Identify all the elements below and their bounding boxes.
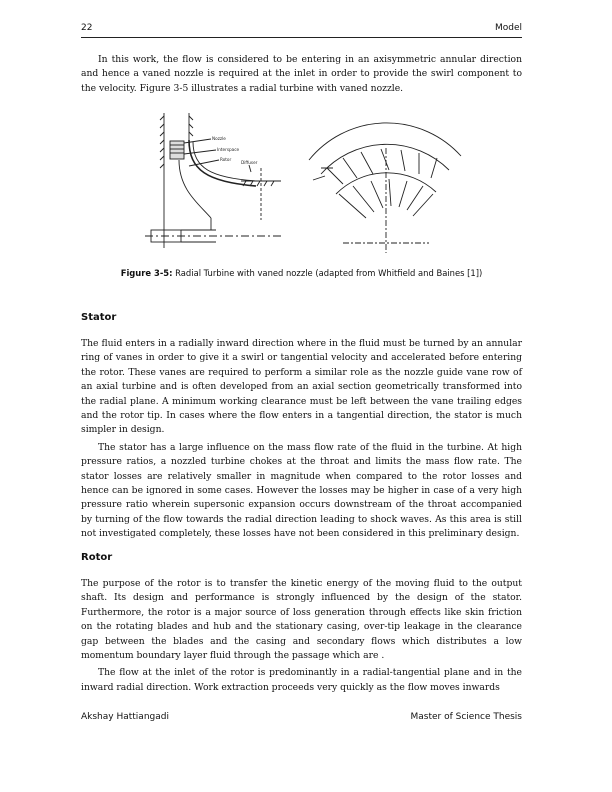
- figure-3-5: [81, 108, 522, 258]
- casing-hatch-right: [189, 116, 193, 136]
- intro-section: [81, 53, 522, 96]
- label-diffuser: Diffuser: [241, 160, 258, 165]
- meridional-section-view: [145, 113, 281, 248]
- thesis-type: Master of Science Thesis: [410, 712, 522, 722]
- flow-arrows: [313, 168, 333, 180]
- rotor-paragraph-2: The flow at the inlet of the rotor is predominantly in a radial-tangential plane and in the inward radial direction. Work extraction proceeds very quickly as the flow moves inwards: [81, 667, 522, 693]
- caption-text: Radial Turbine with vaned nozzle (adapted from Whitfield and Baines [1]): [175, 268, 483, 278]
- page-number: 22: [81, 23, 93, 33]
- stator-paragraph-1: The fluid enters in a radially inward direction where in the fluid must be turned by an annular ring of vanes in order to give it a swirl or tangential velocity and accelerated before entering the rotor. These vanes are required to perform a similar role as the nozzle guide vane row of an axial turbine and is often developed from an axial section geometrically transformed into the radial plane. A minimum working clearance must be left between the vane trailing edges and the rotor tip. In cases where the flow enters in a tangential direction, the stator is much simpler in design.: [81, 338, 522, 436]
- front-view: [309, 123, 461, 253]
- caption-label: Figure 3-5:: [120, 268, 173, 278]
- rotor-paragraph-1: The purpose of the rotor is to transfer the kinetic energy of the moving fluid to the output shaft. Its design and performance is strongly influenced by the design of the stator. Furthermore, the rotor is a major source of loss generation through effects like skin friction on the rotating blades and hub and the stationary casing, over-tip leakage in the clearance gap between the blades and the casing and secondary flows which distributes a low momentum boundary layer fluid through the passage which are .: [81, 578, 522, 662]
- leader-nozzle: [184, 139, 211, 143]
- author-name: Akshay Hattiangadi: [81, 712, 169, 722]
- rotor-body: [81, 577, 522, 695]
- running-footer: [81, 712, 522, 726]
- outer-ring-arc: [309, 123, 461, 160]
- label-interspace: Interspace: [217, 147, 240, 152]
- stator-paragraph-2: The stator has a large influence on the mass flow rate of the fluid in the turbine. At high pressure ratios, a nozzled turbine chokes at the throat and limits the mass flow rate. The stator losses are relatively smaller in magnitude when compared to the rotor losses and hence can be ignored in some cases. However the losses may be higher in case of a very high pressure ratio wherein supersonic expansion occurs downstream of the throat accompanied by turning of the flow towards the radial direction leading to shock waves. As this area is still not investigated completely, these losses have not been considered in this preliminary design.: [81, 441, 522, 540]
- figure-caption: [81, 268, 522, 278]
- label-rotor: Rotor: [220, 157, 232, 162]
- stator-heading: Stator: [81, 312, 117, 323]
- nozzle-vane: [170, 141, 184, 159]
- label-nozzle: Nozzle: [212, 136, 226, 141]
- casing-hatch-left: [160, 116, 164, 168]
- running-header: [81, 23, 522, 37]
- radial-turbine-drawing: [81, 108, 522, 258]
- header-rule: [81, 37, 522, 38]
- leader-diffuser: [249, 165, 251, 172]
- chapter-title: Model: [494, 23, 522, 33]
- stator-body: [81, 337, 522, 542]
- nozzle-vanes: [327, 149, 437, 184]
- leader-interspace: [184, 150, 216, 154]
- intro-paragraph: In this work, the flow is considered to be entering in an axisymmetric annular direction and hence a vaned nozzle is required at the inlet in order to provide the swirl component to the velocity. Figure 3-5 illustrates a radial turbine with vaned nozzle.: [81, 54, 522, 94]
- rotor-heading: Rotor: [81, 552, 113, 563]
